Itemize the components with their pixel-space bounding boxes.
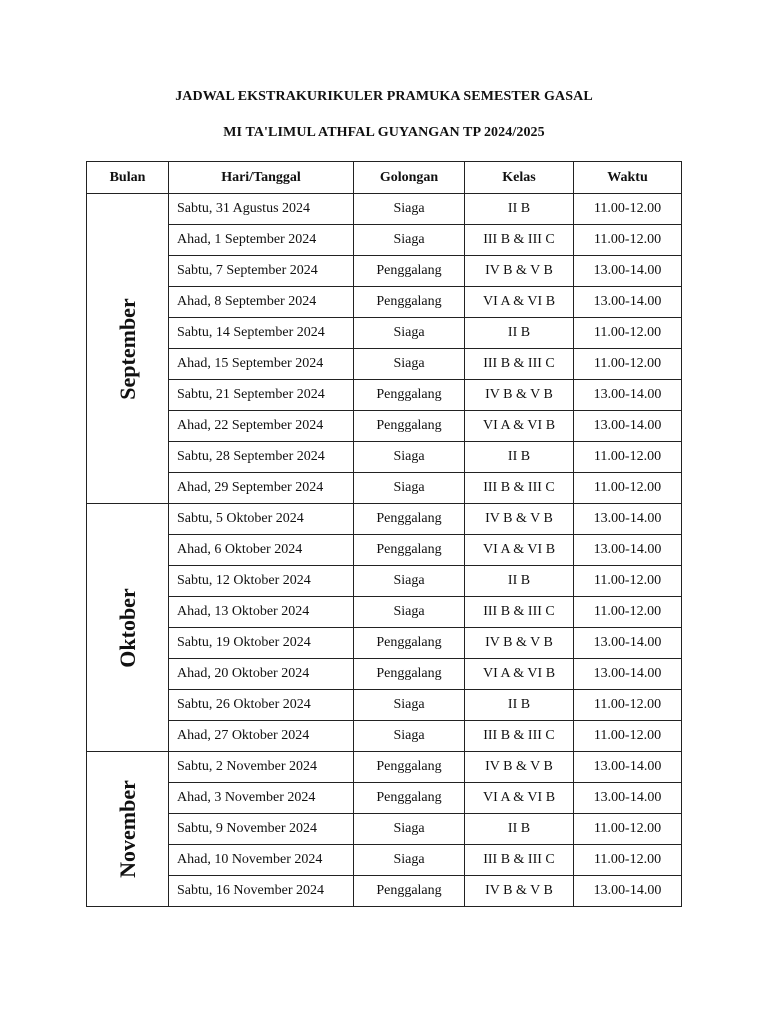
date-cell: Sabtu, 12 Oktober 2024 bbox=[169, 566, 354, 597]
golongan-cell: Siaga bbox=[354, 721, 465, 752]
table-row bbox=[87, 535, 682, 566]
header-golongan: Golongan bbox=[354, 162, 465, 194]
kelas-cell: II B bbox=[465, 318, 574, 349]
waktu-cell: 11.00-12.00 bbox=[574, 225, 682, 256]
date-cell: Ahad, 22 September 2024 bbox=[169, 411, 354, 442]
table-body bbox=[87, 194, 682, 907]
date-cell: Ahad, 3 November 2024 bbox=[169, 783, 354, 814]
date-cell: Sabtu, 19 Oktober 2024 bbox=[169, 628, 354, 659]
header-hari-tanggal: Hari/Tanggal bbox=[169, 162, 354, 194]
table-row bbox=[87, 349, 682, 380]
golongan-cell: Siaga bbox=[354, 814, 465, 845]
table-row bbox=[87, 256, 682, 287]
golongan-cell: Penggalang bbox=[354, 752, 465, 783]
table-row bbox=[87, 628, 682, 659]
kelas-cell: VI A & VI B bbox=[465, 411, 574, 442]
golongan-cell: Penggalang bbox=[354, 411, 465, 442]
golongan-cell: Penggalang bbox=[354, 876, 465, 907]
header-kelas: Kelas bbox=[465, 162, 574, 194]
date-cell: Sabtu, 14 September 2024 bbox=[169, 318, 354, 349]
kelas-cell: IV B & V B bbox=[465, 752, 574, 783]
golongan-cell: Siaga bbox=[354, 690, 465, 721]
date-cell: Ahad, 10 November 2024 bbox=[169, 845, 354, 876]
kelas-cell: II B bbox=[465, 814, 574, 845]
kelas-cell: III B & III C bbox=[465, 721, 574, 752]
kelas-cell: III B & III C bbox=[465, 473, 574, 504]
kelas-cell: II B bbox=[465, 690, 574, 721]
waktu-cell: 11.00-12.00 bbox=[574, 473, 682, 504]
waktu-cell: 13.00-14.00 bbox=[574, 628, 682, 659]
golongan-cell: Penggalang bbox=[354, 504, 465, 535]
table-row bbox=[87, 690, 682, 721]
table-row bbox=[87, 752, 682, 783]
golongan-cell: Siaga bbox=[354, 225, 465, 256]
waktu-cell: 13.00-14.00 bbox=[574, 380, 682, 411]
kelas-cell: VI A & VI B bbox=[465, 535, 574, 566]
waktu-cell: 11.00-12.00 bbox=[574, 814, 682, 845]
table-row bbox=[87, 473, 682, 504]
header-waktu: Waktu bbox=[574, 162, 682, 194]
kelas-cell: IV B & V B bbox=[465, 876, 574, 907]
table-row bbox=[87, 597, 682, 628]
table-row bbox=[87, 814, 682, 845]
document-title: JADWAL EKSTRAKURIKULER PRAMUKA SEMESTER GASAL bbox=[175, 89, 593, 104]
waktu-cell: 13.00-14.00 bbox=[574, 535, 682, 566]
table-row bbox=[87, 442, 682, 473]
table-row bbox=[87, 194, 682, 225]
month-cell bbox=[87, 194, 169, 504]
golongan-cell: Penggalang bbox=[354, 380, 465, 411]
waktu-cell: 13.00-14.00 bbox=[574, 256, 682, 287]
schedule-table bbox=[86, 161, 682, 907]
golongan-cell: Penggalang bbox=[354, 783, 465, 814]
kelas-cell: II B bbox=[465, 194, 574, 225]
golongan-cell: Siaga bbox=[354, 349, 465, 380]
waktu-cell: 11.00-12.00 bbox=[574, 566, 682, 597]
kelas-cell: IV B & V B bbox=[465, 380, 574, 411]
month-cell bbox=[87, 752, 169, 907]
kelas-cell: II B bbox=[465, 442, 574, 473]
waktu-cell: 13.00-14.00 bbox=[574, 504, 682, 535]
month-label: November bbox=[114, 780, 140, 878]
date-cell: Ahad, 27 Oktober 2024 bbox=[169, 721, 354, 752]
date-cell: Ahad, 15 September 2024 bbox=[169, 349, 354, 380]
kelas-cell: VI A & VI B bbox=[465, 287, 574, 318]
waktu-cell: 11.00-12.00 bbox=[574, 845, 682, 876]
kelas-cell: III B & III C bbox=[465, 597, 574, 628]
month-label: September bbox=[114, 297, 140, 400]
kelas-cell: IV B & V B bbox=[465, 628, 574, 659]
date-cell: Ahad, 8 September 2024 bbox=[169, 287, 354, 318]
golongan-cell: Siaga bbox=[354, 318, 465, 349]
kelas-cell: VI A & VI B bbox=[465, 659, 574, 690]
waktu-cell: 11.00-12.00 bbox=[574, 690, 682, 721]
date-cell: Sabtu, 5 Oktober 2024 bbox=[169, 504, 354, 535]
table-row bbox=[87, 318, 682, 349]
date-cell: Ahad, 13 Oktober 2024 bbox=[169, 597, 354, 628]
table-row bbox=[87, 845, 682, 876]
kelas-cell: III B & III C bbox=[465, 349, 574, 380]
waktu-cell: 13.00-14.00 bbox=[574, 659, 682, 690]
date-cell: Sabtu, 28 September 2024 bbox=[169, 442, 354, 473]
golongan-cell: Penggalang bbox=[354, 628, 465, 659]
date-cell: Sabtu, 2 November 2024 bbox=[169, 752, 354, 783]
golongan-cell: Siaga bbox=[354, 845, 465, 876]
waktu-cell: 11.00-12.00 bbox=[574, 442, 682, 473]
month-cell bbox=[87, 504, 169, 752]
date-cell: Ahad, 6 Oktober 2024 bbox=[169, 535, 354, 566]
document-subtitle: MI TA'LIMUL ATHFAL GUYANGAN TP 2024/2025 bbox=[223, 125, 545, 140]
month-label: Oktober bbox=[114, 587, 140, 668]
kelas-cell: III B & III C bbox=[465, 845, 574, 876]
kelas-cell: II B bbox=[465, 566, 574, 597]
date-cell: Sabtu, 9 November 2024 bbox=[169, 814, 354, 845]
table-row bbox=[87, 783, 682, 814]
waktu-cell: 11.00-12.00 bbox=[574, 349, 682, 380]
table-header-row bbox=[87, 162, 682, 194]
table-row bbox=[87, 411, 682, 442]
waktu-cell: 13.00-14.00 bbox=[574, 783, 682, 814]
date-cell: Sabtu, 21 September 2024 bbox=[169, 380, 354, 411]
golongan-cell: Penggalang bbox=[354, 659, 465, 690]
kelas-cell: IV B & V B bbox=[465, 504, 574, 535]
golongan-cell: Siaga bbox=[354, 597, 465, 628]
date-cell: Ahad, 1 September 2024 bbox=[169, 225, 354, 256]
date-cell: Ahad, 20 Oktober 2024 bbox=[169, 659, 354, 690]
date-cell: Ahad, 29 September 2024 bbox=[169, 473, 354, 504]
table-row bbox=[87, 225, 682, 256]
golongan-cell: Penggalang bbox=[354, 287, 465, 318]
waktu-cell: 13.00-14.00 bbox=[574, 411, 682, 442]
date-cell: Sabtu, 16 November 2024 bbox=[169, 876, 354, 907]
header-bulan: Bulan bbox=[87, 162, 169, 194]
waktu-cell: 11.00-12.00 bbox=[574, 721, 682, 752]
kelas-cell: III B & III C bbox=[465, 225, 574, 256]
date-cell: Sabtu, 7 September 2024 bbox=[169, 256, 354, 287]
table-row bbox=[87, 721, 682, 752]
table-row bbox=[87, 659, 682, 690]
golongan-cell: Siaga bbox=[354, 194, 465, 225]
waktu-cell: 11.00-12.00 bbox=[574, 597, 682, 628]
waktu-cell: 11.00-12.00 bbox=[574, 194, 682, 225]
golongan-cell: Siaga bbox=[354, 566, 465, 597]
golongan-cell: Siaga bbox=[354, 442, 465, 473]
kelas-cell: IV B & V B bbox=[465, 256, 574, 287]
golongan-cell: Penggalang bbox=[354, 535, 465, 566]
golongan-cell: Siaga bbox=[354, 473, 465, 504]
waktu-cell: 13.00-14.00 bbox=[574, 287, 682, 318]
golongan-cell: Penggalang bbox=[354, 256, 465, 287]
table-row bbox=[87, 566, 682, 597]
waktu-cell: 11.00-12.00 bbox=[574, 318, 682, 349]
waktu-cell: 13.00-14.00 bbox=[574, 752, 682, 783]
table-row bbox=[87, 876, 682, 907]
waktu-cell: 13.00-14.00 bbox=[574, 876, 682, 907]
table-row bbox=[87, 287, 682, 318]
date-cell: Sabtu, 26 Oktober 2024 bbox=[169, 690, 354, 721]
date-cell: Sabtu, 31 Agustus 2024 bbox=[169, 194, 354, 225]
kelas-cell: VI A & VI B bbox=[465, 783, 574, 814]
table-row bbox=[87, 380, 682, 411]
table-row bbox=[87, 504, 682, 535]
